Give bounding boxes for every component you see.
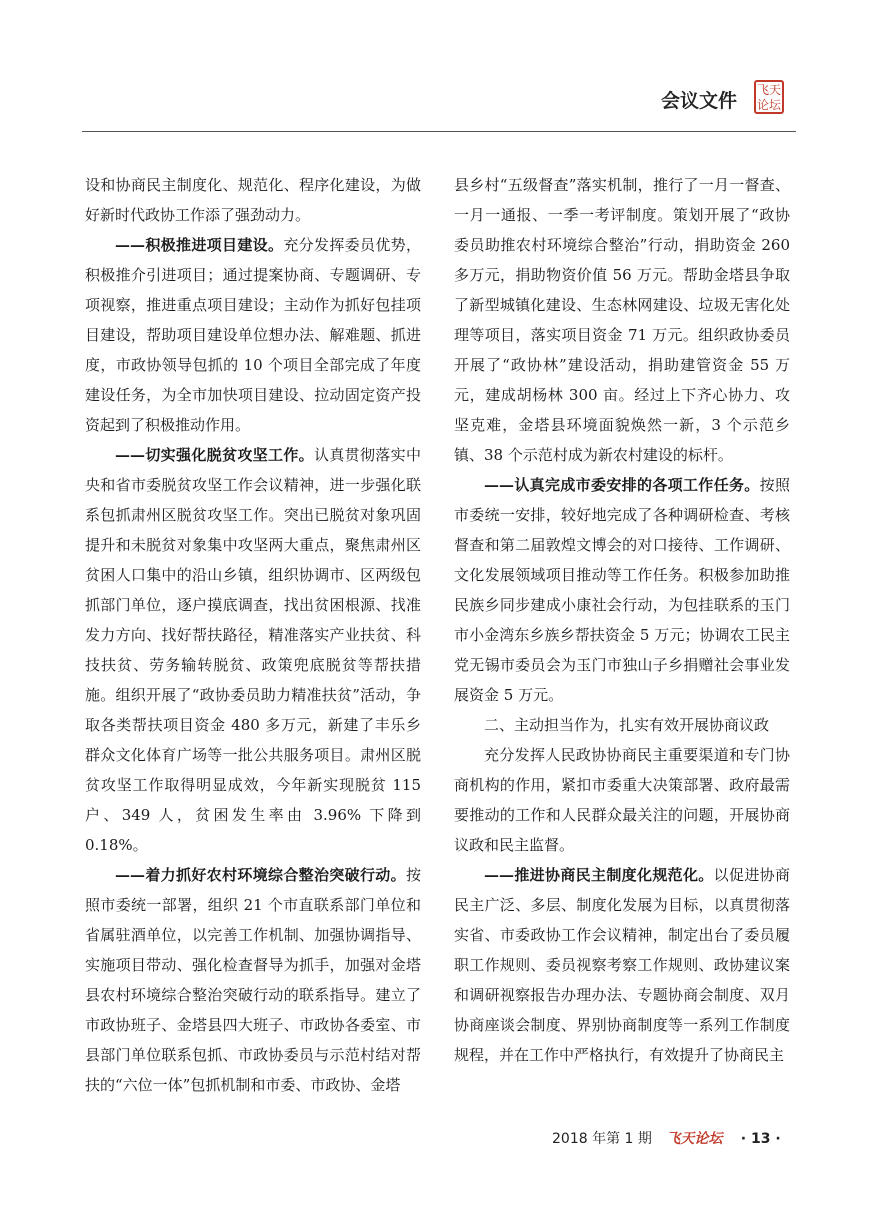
paragraph-heading: ——积极推进项目建设。 [115,236,284,254]
paragraph-heading: ——切实强化脱贫攻坚工作。 [115,446,314,464]
header-title: 会议文件 [661,90,738,112]
seal-logo [754,80,784,114]
seal-char: 飞 [757,83,770,97]
paragraph [454,710,790,740]
paragraph-heading: ——认真完成市委安排的各项工作任务。 [484,476,760,494]
paragraph-text: 按照市委统一安排，较好地完成了各种调研检查、考核督查和第二届敦煌文博会的对口接待、工作调研、文化发展领域项目推动等工作任务。积极参加助推民族乡同步建成小康社会行动，为包挂联系的玉门市小金湾东乡族乡帮扶资金 5 万元；协调农工民主党无锡市委员会为玉门市独山子乡捐赠社会事业发展资金 5 万元。 [454,476,790,704]
paragraph-heading: ——着力抓好农村环境综合整治突破行动。 [115,866,406,884]
issue-label: 2018 年第 1 期 [552,1131,652,1147]
paragraph-text: 以促进协商民主广泛、多层、制度化发展为目标，以真贯彻落实省、市委政协工作会议精神，制定出台了委员履职工作规则、委员视察考察工作规则、政协建议案和调研视察报告办理办法、专题协商会制度、双月协商座谈会制度、界别协商制度等一系列工作制度规程，并在工作中严格执行，有效提升了协商民主 [454,866,790,1064]
paragraph-text: 按照市委统一部署，组织 21 个市直联系部门单位和省属驻酒单位，以完善工作机制、加强协调指导、实施项目带动、强化检查督导为抓手，加强对金塔县农村环境综合整治突破行动的联系指导。建立了市政协班子、金塔县四大班子、市政协各委室、市县部门单位联系包抓、市政协委员与示范村结对帮扶的“六位一体”包抓机制和市委、市政协、金塔 [85,866,421,1094]
paragraph [85,860,421,1100]
paragraph-text: 设和协商民主制度化、规范化、程序化建设，为做好新时代政协工作添了强劲动力。 [85,176,421,224]
paragraph-text: 县乡村“五级督查”落实机制，推行了一月一督查、一月一通报、一季一考评制度。策划开展了“政协委员助推农村环境综合整治”行动，捐助资金 260 多万元，捐助物资价值 56 万元。帮助金塔县争取了新型城镇化建设、生态林网建设、垃圾无害化处理等项目，落实项目资金 71 万元。组织政协委员开展了“政协林”建设活动，捐助建管资金 55 万元，建成胡杨林 300 亩。经过上下齐心协力、攻坚克难，金塔县环境面貌焕然一新，3 个示范乡镇、38 个示范村成为新农村建设的标杆。 [454,176,790,464]
right-column [454,170,790,1070]
header-rule [82,131,796,132]
footer-brand: 飞天论坛 [666,1131,723,1147]
left-column [85,170,421,1100]
paragraph-text: 二、主动担当作为，扎实有效开展协商议政 [484,716,770,734]
paragraph [454,470,790,710]
seal-char: 坛 [769,98,782,112]
seal-char: 论 [757,98,770,112]
paragraph-text: 充分发挥人民政协协商民主重要渠道和专门协商机构的作用，紧扣市委重大决策部署、政府最需要推动的工作和人民群众最关注的问题，开展协商议政和民主监督。 [454,746,790,854]
page-footer [552,1128,781,1148]
paragraph [85,230,421,440]
paragraph [85,440,421,860]
seal-char: 天 [769,83,782,97]
paragraph [85,170,421,230]
paragraph-text: 充分发挥委员优势，积极推介引进项目；通过提案协商、专题调研、专项视察，推进重点项目建设；主动作为抓好包挂项目建设，帮助项目建设单位想办法、解难题、抓进度，市政协领导包抓的 10 个项目全部完成了年度建设任务，为全市加快项目建设、拉动固定资产投资起到了积极推动作用。 [85,236,421,434]
paragraph-heading: ——推进协商民主制度化规范化。 [484,866,714,884]
paragraph-text: 认真贯彻落实中央和省市委脱贫攻坚工作会议精神，进一步强化联系包抓肃州区脱贫攻坚工作。突出已脱贫对象巩固提升和未脱贫对象集中攻坚两大重点，聚焦肃州区贫困人口集中的沿山乡镇，组织协调市、区两级包抓部门单位，逐户摸底调查，找出贫困根源、找准发力方向、找好帮扶路径，精准落实产业扶贫、科技扶贫、劳务输转脱贫、政策兜底脱贫等帮扶措施。组织开展了“政协委员助力精准扶贫”活动，争取各类帮扶项目资金 480 多万元，新建了丰乐乡群众文化体育广场等一批公共服务项目。肃州区脱贫攻坚工作取得明显成效，今年新实现脱贫 115 户、349 人，贫困发生率由 3.96% 下降到 0.18%。 [85,446,421,854]
page-number: · 13 · [740,1131,781,1147]
paragraph [454,740,790,860]
paragraph [454,170,790,470]
paragraph [454,860,790,1070]
